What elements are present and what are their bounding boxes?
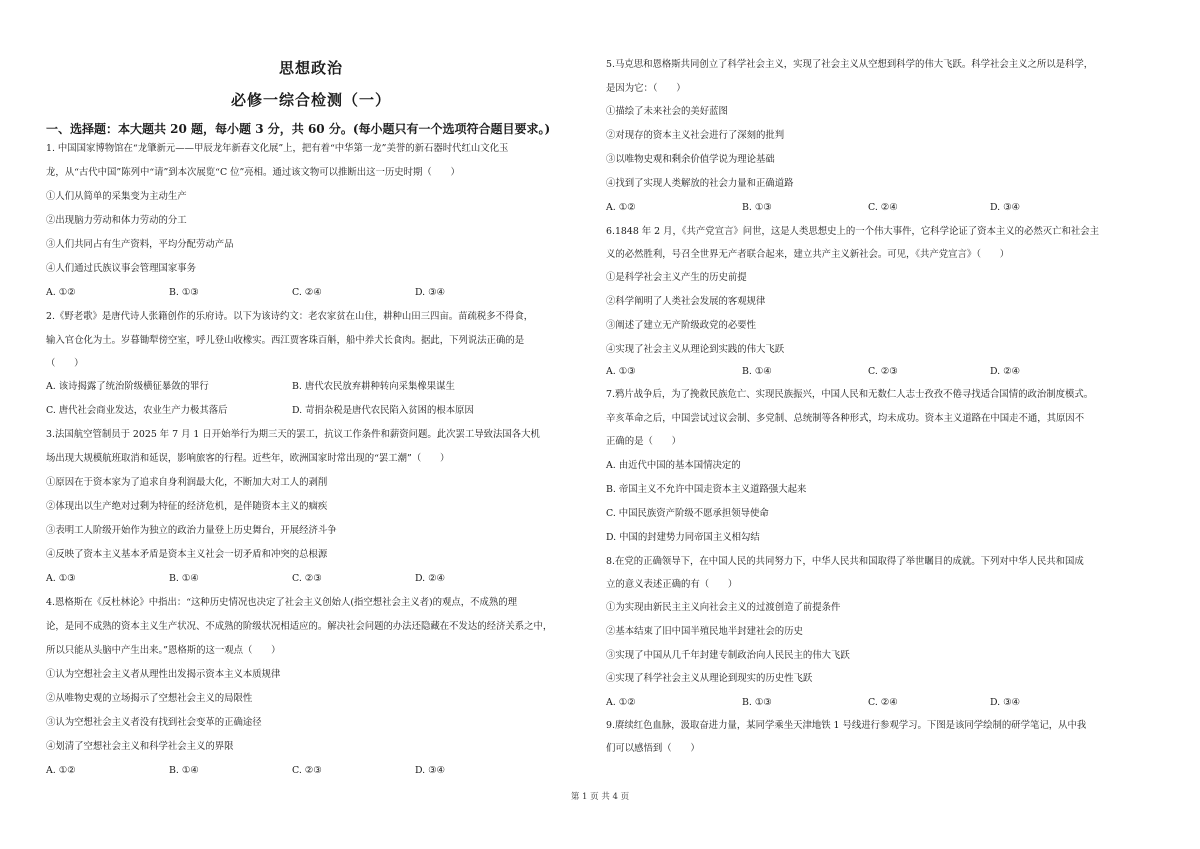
option-d[interactable]: D. 苛捐杂税是唐代农民陷入贫困的根本原因 [292,405,474,416]
statement: ②对现存的资本主义社会进行了深刻的批判 [606,130,785,141]
answer-options [46,381,576,417]
option-c[interactable]: C. 唐代社会商业发达，农业生产力极其落后 [46,405,228,416]
statement: ④划清了空想社会主义和科学社会主义的界限 [46,741,234,752]
statement: ④实现了科学社会主义从理论到现实的历史性飞跃 [606,673,813,684]
option-a[interactable]: A. 由近代中国的基本国情决定的 [606,460,741,471]
option-a[interactable]: A. ①② [46,287,76,298]
answer-options [46,287,576,299]
option-c[interactable]: C. 中国民族资产阶级不愿承担领导使命 [606,508,769,519]
question-stem-line: 论，是同不成熟的资本主义生产状况、不成熟的阶级状况相适应的。解决社会问题的办法还隐藏在不发达的经济关系之中， [46,621,553,632]
statement: ②基本结束了旧中国半殖民地半封建社会的历史 [606,626,803,637]
statement: ①认为空想社会主义者从理性出发揭示资本主义本质规律 [46,669,281,680]
question-stem-line: 龙，从“古代中国”陈列中“请”到本次展览“C 位”亮相。通过该文物可以推断出这一历史时期（ ） [46,167,460,178]
statement: ③认为空想社会主义者没有找到社会变革的正确途径 [46,717,262,728]
statement: ④反映了资本主义基本矛盾是资本主义社会一切矛盾和冲突的总根源 [46,549,328,560]
answer-options [606,202,1156,214]
option-c[interactable]: C. ②③ [292,765,322,776]
question-stem-line: 3.法国航空管制员于 2025 年 7 月 1 日开始举行为期三天的罢工，抗议工作条件和薪资问题。此次罢工导致法国各大机 [46,429,540,440]
option-c[interactable]: C. ②③ [292,573,322,584]
option-b[interactable]: B. 帝国主义不允许中国走资本主义道路强大起来 [606,484,807,495]
option-c[interactable]: C. ②④ [868,697,898,708]
statement: ③实现了中国从几千年封建专制政治向人民民主的伟大飞跃 [606,650,850,661]
page-footer: 第 1 页 共 4 页 [570,792,630,802]
option-b[interactable]: B. ①④ [169,573,199,584]
statement: ④找到了实现人类解放的社会力量和正确道路 [606,178,794,189]
question-stem-line: 9.赓续红色血脉，汲取奋进力量，某同学乘坐天津地铁 1 号线进行参观学习。下图是该同学绘制的研学笔记，从中我 [606,720,1087,731]
question-stem-line: 5.马克思和恩格斯共同创立了科学社会主义，实现了社会主义从空想到科学的伟大飞跃。科学社会主义之所以是科学， [606,59,1094,70]
statement: ②出现脑力劳动和体力劳动的分工 [46,215,187,226]
answer-options [606,697,1156,709]
answer-options [606,366,1156,378]
answer-options [46,573,576,585]
statement: ④实现了社会主义从理论到实践的伟大飞跃 [606,344,785,355]
question-stem-line: 场出现大规模航班取消和延误，影响旅客的行程。近些年，欧洲国家时常出现的“罢工潮”（ ） [46,453,450,464]
option-d[interactable]: D. 中国的封建势力同帝国主义相勾结 [606,532,760,543]
statement: ②科学阐明了人类社会发展的客观规律 [606,296,766,307]
option-a[interactable]: A. ①② [606,697,636,708]
statement: ③人们共同占有生产资料，平均分配劳动产品 [46,239,234,250]
question-stem-line: 辛亥革命之后，中国尝试过议会制、多党制、总统制等各种形式，均未成功。资本主义道路在中国走不通，其原因不 [606,413,1085,424]
option-a[interactable]: A. ①② [46,765,76,776]
question-stem-line: 2.《野老歌》是唐代诗人张籍创作的乐府诗。以下为该诗约文：老农家贫在山住，耕种山田三四亩。苗疏税多不得食， [46,311,534,322]
answer-options [46,765,576,777]
option-d[interactable]: D. ③④ [990,697,1020,708]
statement: ③以唯物史观和剩余价值学说为理论基础 [606,154,775,165]
question-stem-line: 输入官仓化为土。岁暮锄犁傍空室，呼儿登山收橡实。西江贾客珠百斛，船中养犬长食肉。据此，下列说法正确的是 [46,335,525,346]
statement: ③阐述了建立无产阶级政党的必要性 [606,320,757,331]
question-stem-line: 7.鸦片战争后，为了挽救民族危亡、实现民族振兴，中国人民和无数仁人志士孜孜不倦寻找适合国情的政治制度模式。 [606,389,1094,400]
option-b[interactable]: B. ①④ [742,366,772,377]
statement: ①是科学社会主义产生的历史前提 [606,272,747,283]
question-stem-line: 所以只能从头脑中产生出来。”恩格斯的这一观点（ ） [46,645,281,656]
statement: ①原因在于资本家为了追求自身利润最大化，不断加大对工人的剥削 [46,477,328,488]
statement: ①人们从简单的采集变为主动生产 [46,191,187,202]
question-stem-line: 6.1848 年 2 月，《共产党宣言》问世，这是人类思想史上的一个伟大事件，它科学论证了资本主义的必然灭亡和社会主 [606,226,1100,237]
option-c[interactable]: C. ②③ [868,366,898,377]
question-stem-line: 是因为它：（ ） [606,83,686,94]
page-subtitle: 必修一综合检测（一） [230,91,391,109]
page-title: 思想政治 [278,59,343,77]
question-stem-line: 们可以感悟到（ ） [606,743,700,754]
statement: ①描绘了未来社会的美好蓝图 [606,106,728,117]
option-a[interactable]: A. ①③ [46,573,76,584]
option-c[interactable]: C. ②④ [868,202,898,213]
option-b[interactable]: B. 唐代农民放弃耕种转向采集橡果谋生 [292,381,455,392]
option-a[interactable]: A. ①② [606,202,636,213]
option-d[interactable]: D. ②④ [415,573,445,584]
statement: ③表明工人阶级开始作为独立的政治力量登上历史舞台，开展经济斗争 [46,525,337,536]
question-stem-line: 8.在党的正确领导下，在中国人民的共同努力下，中华人民共和国取得了举世瞩目的成就。下列对中华人民共和国成 [606,556,1084,567]
question-stem-line: 4.恩格斯在《反杜林论》中指出：“这种历史情况也决定了社会主义创始人(指空想社会主义者)的观点，不成熟的理 [46,597,518,608]
option-d[interactable]: D. ③④ [415,765,445,776]
question-stem-line: 义的必然胜利，号召全世界无产者联合起来，建立共产主义新社会。可见，《共产党宣言》（ ） [606,249,1010,260]
option-b[interactable]: B. ①③ [742,202,772,213]
question-stem-line: 正确的是（ ） [606,436,682,447]
statement: ②从唯物史观的立场揭示了空想社会主义的局限性 [46,693,253,704]
statement: ④人们通过氏族议事会管理国家事务 [46,263,197,274]
statement: ①为实现由新民主主义向社会主义的过渡创造了前提条件 [606,602,841,613]
option-d[interactable]: D. ③④ [990,202,1020,213]
question-stem-line: （ ） [46,358,84,369]
option-b[interactable]: B. ①③ [742,697,772,708]
option-d[interactable]: D. ③④ [415,287,445,298]
question-stem-line: 立的意义表述正确的有（ ） [606,579,738,590]
option-a[interactable]: A. 该诗揭露了统治阶级横征暴敛的罪行 [46,381,209,392]
option-a[interactable]: A. ①③ [606,366,636,377]
statement: ②体现出以生产绝对过剩为特征的经济危机，是伴随资本主义的痼疾 [46,501,328,512]
option-b[interactable]: B. ①④ [169,765,199,776]
option-b[interactable]: B. ①③ [169,287,199,298]
section-heading: 一、选择题：本大题共 20 题，每小题 3 分，共 60 分。(每小题只有一个选项符合题目要求。) [46,122,551,136]
option-c[interactable]: C. ②④ [292,287,322,298]
option-d[interactable]: D. ②④ [990,366,1020,377]
question-stem-line: 1. 中国国家博物馆在“龙肇新元——甲辰龙年新春文化展”上，把有着“中华第一龙”美誉的新石器时代红山文化玉 [46,143,509,154]
